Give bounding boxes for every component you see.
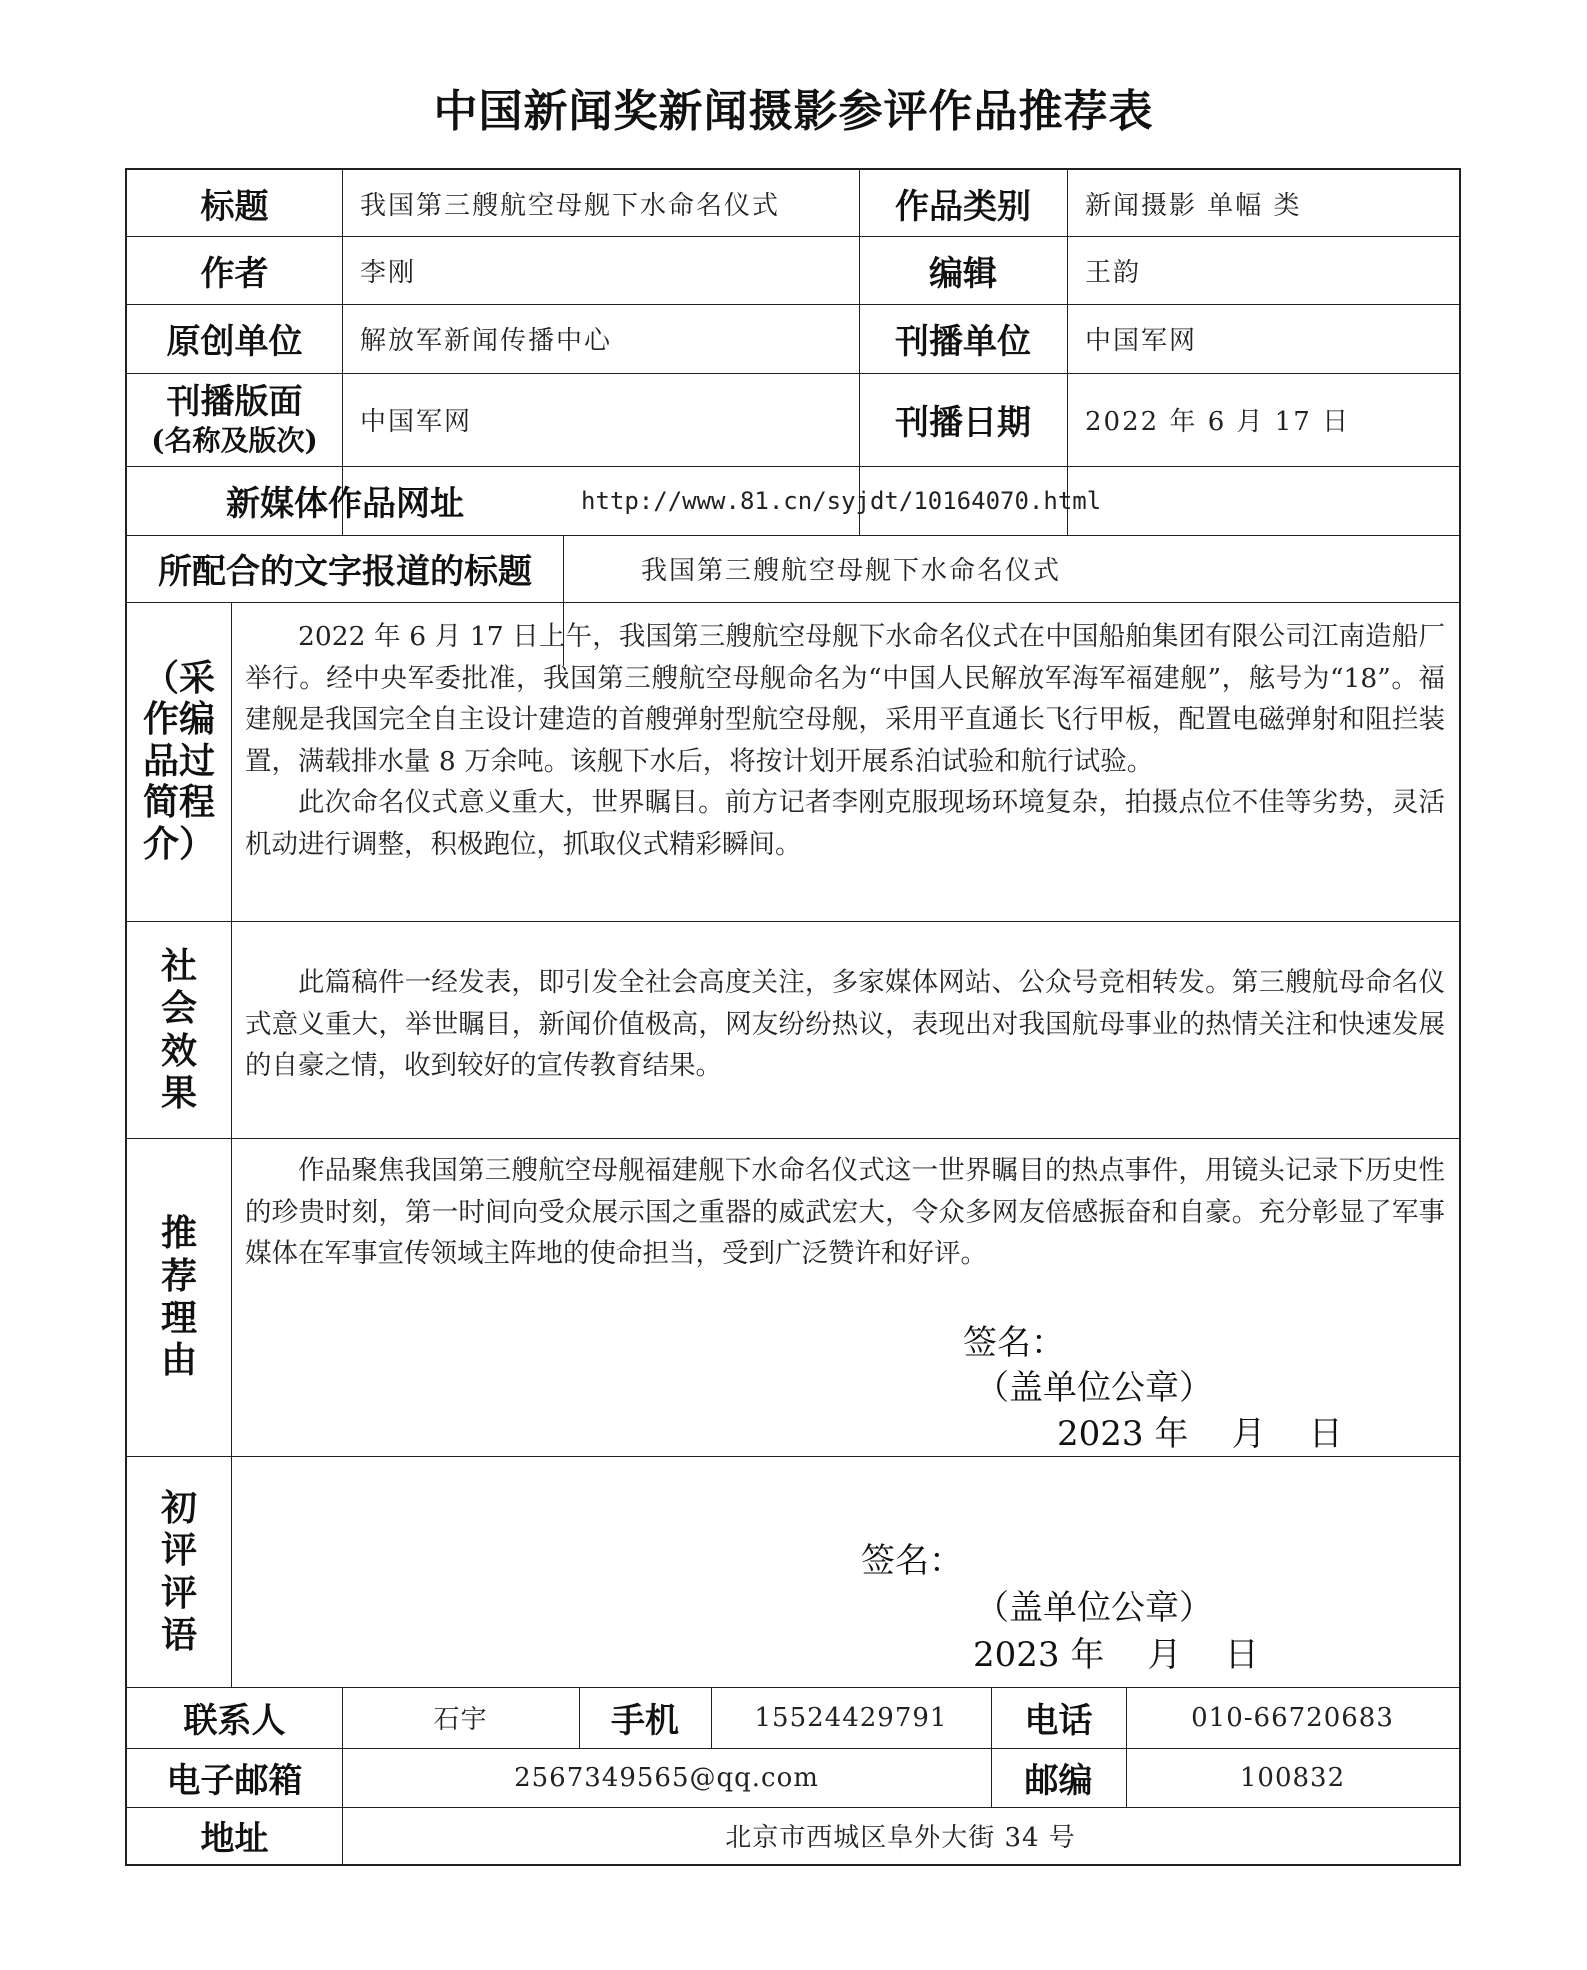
row-divider (127, 921, 1459, 922)
effect-label-char: 效 (160, 1029, 197, 1072)
author-label: 作者 (200, 253, 269, 294)
row-divider (127, 602, 1459, 603)
page-title: 中国新闻奖新闻摄影参评作品推荐表 (433, 86, 1154, 137)
publish-date-value: 2022 年 6 月 17 日 (1085, 407, 1351, 437)
layout-label (127, 373, 342, 466)
reason-label-char: 理 (160, 1297, 197, 1339)
review-label-char: 初 (160, 1486, 197, 1529)
summary-label-char: ） (179, 822, 216, 865)
reason-label-char: 荐 (160, 1254, 197, 1297)
email-value: 2567349565@qq.com (514, 1762, 819, 1793)
url-label: 新媒体作品网址 (226, 484, 464, 524)
reason-label-char: 推 (160, 1212, 197, 1255)
summary-label-char: 过 (179, 739, 216, 782)
category-label: 作品类别 (895, 186, 1031, 227)
contact-person-label: 联系人 (183, 1701, 286, 1741)
summary-text (245, 616, 1445, 866)
phone-label: 电话 (1024, 1701, 1093, 1741)
publish-date-label: 刊播日期 (895, 403, 1031, 443)
summary-label-char: 编 (179, 698, 216, 741)
effect-label-char: 果 (160, 1071, 197, 1114)
effect-paragraph-1: 此篇稿件一经发表，即引发全社会高度关注，多家媒体网站、公众号竞相转发。第三艘航母命名仪式意义重大，举世瞩目，新闻价值极高，网友纷纷热议，表现出对我国航母事业的热情关注和快速发展的自豪之情，收到较好的宣传教育结果。 (245, 967, 1445, 1082)
category-value: 新闻摄影 单幅 类 (1085, 190, 1302, 221)
review-date: 2023 年 月 日 (973, 1635, 1259, 1675)
editor-label: 编辑 (929, 253, 997, 294)
layout-value: 中国军网 (360, 407, 473, 437)
related-title-value: 我国第三艘航空母舰下水命名仪式 (641, 556, 1062, 586)
mobile-value: 15524429791 (754, 1702, 948, 1733)
summary-label-char: 采 (179, 657, 216, 700)
publish-unit-value: 中国军网 (1085, 326, 1198, 356)
summary-label-char: 程 (179, 781, 216, 824)
review-label-char: 评 (160, 1529, 197, 1572)
review-label-char: 评 (160, 1571, 197, 1614)
author-value: 李刚 (360, 257, 417, 288)
reason-text (245, 1150, 1445, 1275)
editor-value: 王韵 (1085, 257, 1142, 288)
summary-paragraph-1: 2022 年 6 月 17 日上午，我国第三艘航空母舰下水命名仪式在中国船舶集团有限公司江南造船厂举行。经中央军委批准，我国第三艘航空母舰命名为“中国人民解放军海军福建舰”，舷号为“18”。福建舰是我国完全自主设计建造的首艘弹射型航空母舰，采用平直通长飞行甲板，配置电磁弹射和阻拦装置，满载排水量 8 万余吨。该舰下水后，将按计划开展系泊试验和航行试验。 (245, 621, 1445, 777)
title-value: 我国第三艘航空母舰下水命名仪式 (360, 190, 781, 221)
mobile-label: 手机 (611, 1701, 679, 1741)
url-value: http://www.81.cn/syjdt/10164070.html (581, 486, 1102, 515)
original-unit-label: 原创单位 (166, 322, 303, 362)
reason-signature: 签名： (963, 1323, 1065, 1363)
contact-person-value: 石宇 (433, 1705, 488, 1735)
effect-label-char: 社 (160, 944, 197, 987)
summary-label-char: 介 (142, 822, 179, 865)
summary-label-char: 品 (142, 739, 179, 782)
summary-label-col1 (143, 658, 179, 865)
row-divider (127, 1138, 1459, 1139)
row-divider (127, 1456, 1459, 1457)
summary-label (127, 602, 231, 921)
reason-paragraph-1: 作品聚焦我国第三艘航空母舰福建舰下水命名仪式这一世界瞩目的热点事件，用镜头记录下历史性的珍贵时刻，第一时间向受众展示国之重器的威武宏大，令众多网友倍感振奋和自豪。充分彰显了军事媒体在军事宣传领域主阵地的使命担当，受到广泛赞许和好评。 (245, 1155, 1445, 1270)
reason-seal: （盖单位公章） (975, 1368, 1213, 1408)
summary-label-char: 简 (142, 781, 179, 824)
review-seal: （盖单位公章） (975, 1588, 1213, 1628)
layout-label-line1: 刊播版面 (166, 381, 303, 422)
effect-label (127, 921, 231, 1138)
effect-text (245, 962, 1445, 1087)
email-label: 电子邮箱 (166, 1761, 303, 1801)
summary-label-char: （ (142, 657, 179, 700)
summary-paragraph-2: 此次命名仪式意义重大，世界瞩目。前方记者李刚克服现场环境复杂，拍摄点位不佳等劣势，灵活机动进行调整，积极跑位，抓取仪式精彩瞬间。 (245, 787, 1445, 860)
address-value: 北京市西城区阜外大街 34 号 (725, 1823, 1076, 1853)
layout-label-line2: (名称及版次) (151, 424, 318, 458)
phone-value: 010-66720683 (1191, 1702, 1394, 1733)
publish-unit-label: 刊播单位 (895, 322, 1031, 362)
review-label (127, 1456, 231, 1687)
reason-date: 2023 年 月 日 (1057, 1414, 1343, 1454)
effect-label-char: 会 (160, 987, 197, 1030)
summary-label-col2 (179, 658, 215, 865)
recommendation-form-table (125, 168, 1461, 1866)
address-label: 地址 (200, 1819, 269, 1859)
title-label: 标题 (200, 186, 269, 227)
zip-label: 邮编 (1024, 1761, 1093, 1801)
column-divider (231, 602, 232, 1687)
original-unit-value: 解放军新闻传播中心 (360, 326, 613, 356)
reason-label-char: 由 (160, 1339, 197, 1382)
review-label-char: 语 (160, 1613, 197, 1656)
related-title-label: 所配合的文字报道的标题 (158, 552, 532, 592)
zip-value: 100832 (1239, 1762, 1346, 1793)
reason-label (127, 1138, 231, 1456)
review-signature: 签名： (861, 1541, 963, 1581)
summary-label-char: 作 (142, 698, 179, 741)
